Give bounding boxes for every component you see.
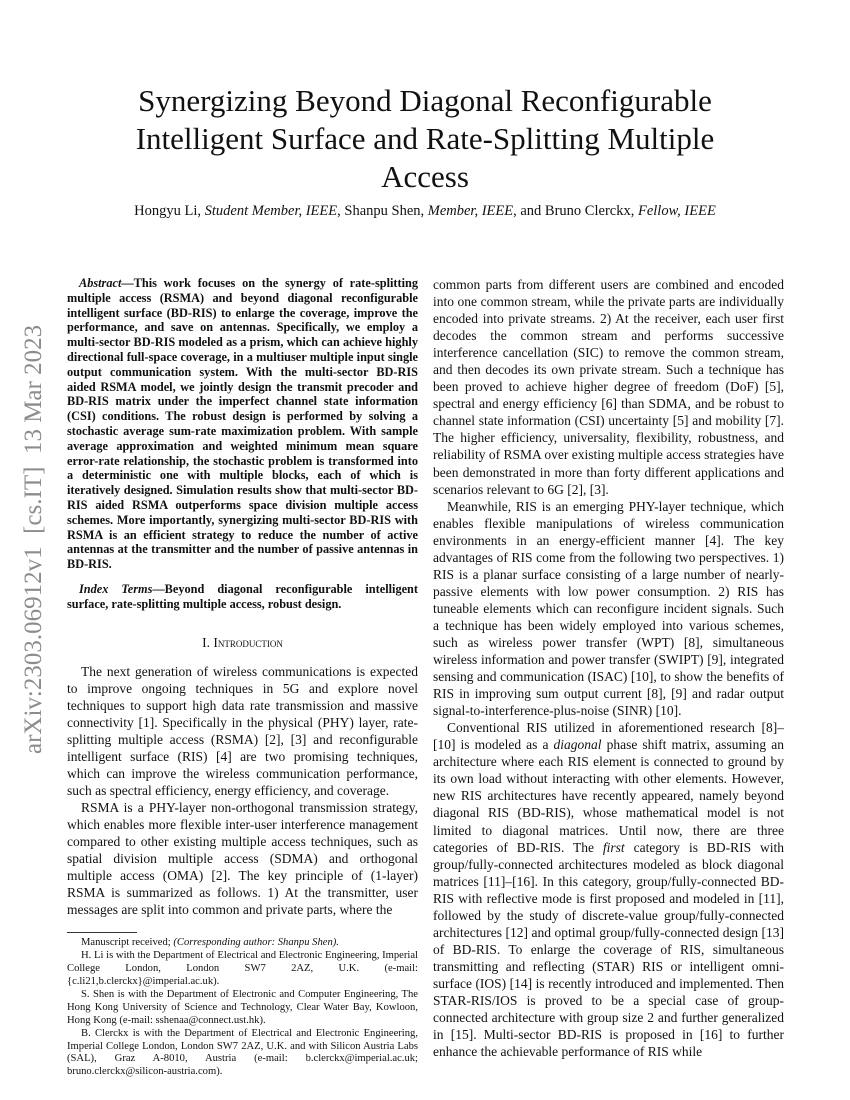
- author-3-role: Fellow, IEEE: [637, 203, 716, 219]
- footnote-rule: [67, 932, 137, 933]
- footnote-author-3: B. Clerckx is with the Department of Electrical and Electronic Engineering, Imperial College London, London SW7 2AZ, U.K. and with Silicon Austria Labs (SAL), Graz A-8010, Austria (e-mail: b.clerckx@imperial.ac.uk; bruno.clerckx@silicon-austria.com).: [67, 1027, 418, 1078]
- arxiv-watermark: [13, 268, 49, 754]
- paper-title: Synergizing Beyond Diagonal Reconfigurable Intelligent Surface and Rate-Splitting Multiple Access: [135, 83, 715, 194]
- author-1: Hongyu Li,: [134, 203, 205, 219]
- left-column: [67, 276, 418, 1079]
- abstract-text: —This work focuses on the synergy of rate-splitting multiple access (RSMA) and beyond diagonal reconfigurable intelligent surface (BD-RIS) to enlarge the coverage, improve the performance, and save on antennas. Specifically, we employ a multi-sector BD-RIS modeled as a prism, which can achieve highly directional full-space coverage, in a multiuser multiple input single output communication system. With the multi-sector BD-RIS aided RSMA model, we jointly design the transmit precoder and BD-RIS matrix under the imperfect channel state information (CSI) conditions. The robust design is performed by solving a stochastic average sum-rate maximization problem. With sample average approximation and weighted minimum mean square error-rate relationship, the stochastic problem is transformed into a deterministic one with multiple blocks, each of which is iteratively designed. Simulation results show that multi-sector BD-RIS aided RSMA outperforms space division multiple access schemes. More importantly, synergizing multi-sector BD-RIS with RSMA is an efficient strategy to reduce the number of active antennas at the transmitter and the number of passive antennas in BD-RIS.: [67, 276, 418, 572]
- bdris-text-b: phase shift matrix, assuming an architecture where each RIS element is connected to ground by its own load without interacting with other elements. However, new RIS architectures have recently appeared, namely beyond diagonal RIS (BD-RIS), whose mathematical model is not limited to diagonal matrices. Until now, there are three categories of BD-RIS. The: [433, 737, 784, 855]
- footnote-corresponding: (Corresponding author: Shanpu Shen).: [173, 937, 339, 949]
- body-paragraph-continued: common parts from different users are combined and encoded into one common stream, while the private parts are individually encoded into private streams. 2) At the receiver, each user first decodes the common stream and performs successive interference cancellation (SIC) to remove the common stream, and then decodes its own private stream. Such a technique has been proved to achieve higher degree of freedom (DoF) [5], spectral and energy efficiency [6] than SDMA, and be robust to channel state information (CSI) uncertainty [5] and mobility [7]. The higher efficiency, universality, flexibility, robustness, and reliability of RSMA over existing multiple access strategies have been demonstrated in more than forty different applications and scenarios relevant to 6G [2], [3].: [433, 277, 784, 497]
- author-line: [60, 202, 790, 220]
- body-paragraph-ris: Meanwhile, RIS is an emerging PHY-layer technique, which enables flexible manipulations of wireless communication environments in an energy-efficient manner [4]. The key advantages of RIS come from the following two perspectives. 1) RIS is a planar surface consisting of a large number of nearly-passive elements with low power consumption. 2) RIS has tuneable elements which can reconfigure incident signals. Such a technique has been widely employed into various schemes, such as wireless power transfer (WPT) [8], simultaneous wireless information and power transfer (SWIPT) [9], integrated sensing and communication (ISAC) [10], to show the benefits of RIS in improving sum output current [8], [9] and radar output signal-to-interference-plus-noise (SINR) [10].: [433, 498, 784, 719]
- footnote-author-1: H. Li is with the Department of Electrical and Electronic Engineering, Imperial College London, London SW7 2AZ, U.K. (e-mail:{c.li21,b.clerckx}@imperial.ac.uk).: [67, 950, 418, 987]
- author-2: , Shanpu Shen,: [337, 203, 428, 219]
- index-terms-lead: Index Terms: [79, 581, 153, 596]
- index-terms: [67, 582, 418, 612]
- abstract: [67, 276, 418, 572]
- author-3: , and Bruno Clerckx,: [513, 203, 638, 219]
- abstract-lead: Abstract: [79, 276, 122, 290]
- bdris-text-c: category is BD-RIS with group/fully-connected architectures modeled as block diagonal matrices [11]–[16]. In this category, group/fully-connected BD-RIS with reflective mode is first proposed and modeled in [11], followed by the study of discrete-value group/fully-connected architectures [12] and optimal group/fully-connected design [13] of BD-RIS. To enlarge the coverage of RIS, simultaneous transmitting and reflecting (STAR) RIS or intelligent omni-surface (IOS) [14] is recently introduced and implemented. Then STAR-RIS/IOS is proved to be a special case of group-connected architecture with group size 2 and further generalized in [15]. Multi-sector BD-RIS is proposed in [16] to further enhance the achievable performance of RIS while: [433, 839, 784, 1060]
- arxiv-id: arXiv:2303.06912v1 [cs.IT] 13 Mar 2023: [20, 324, 47, 754]
- index-terms-text: —Beyond diagonal reconfigurable intelligent surface, rate-splitting multiple access, robust design.: [67, 581, 418, 611]
- intro-paragraph-1: The next generation of wireless communications is expected to improve ongoing techniques in 5G and explore novel techniques to support high data rate transmission and massive connectivity [1]. Specifically in the physical (PHY) layer, rate-splitting multiple access (RSMA) [2], [3] and reconfigurable intelligent surface (RIS) [4] are two promising techniques, which can improve the wireless communication performance, such as spectral efficiency, energy efficiency, and coverage.: [67, 663, 418, 798]
- bdris-emphasis-diagonal: diagonal: [553, 737, 602, 753]
- bdris-text-a: Conventional RIS utilized in aforementioned research [8]–[10] is modeled as a: [433, 720, 784, 753]
- body-paragraph-bdris: [433, 719, 784, 1060]
- bdris-emphasis-first: first: [602, 839, 625, 855]
- intro-paragraph-2: RSMA is a PHY-layer non-orthogonal transmission strategy, which enables more flexible inter-user interference management compared to other existing multiple access techniques, such as spatial division multiple access (SDMA) and orthogonal multiple access (OMA) [2]. The key principle of (1-layer) RSMA is summarized as follows. 1) At the transmitter, user messages are split into common and private parts, where the: [67, 799, 418, 918]
- footnote-manuscript: [67, 937, 418, 950]
- footnote-manuscript-text: Manuscript received;: [81, 937, 174, 949]
- author-2-role: Member, IEEE: [427, 203, 514, 219]
- author-1-role: Student Member, IEEE: [204, 203, 338, 219]
- right-column: [433, 276, 784, 1060]
- footnote-author-2: S. Shen is with the Department of Electronic and Computer Engineering, The Hong Kong University of Science and Technology, Clear Water Bay, Kowloon, Hong Kong (e-mail: sshenaa@connect.ust.hk).: [67, 988, 418, 1026]
- section-heading: I. Introduction: [202, 634, 283, 650]
